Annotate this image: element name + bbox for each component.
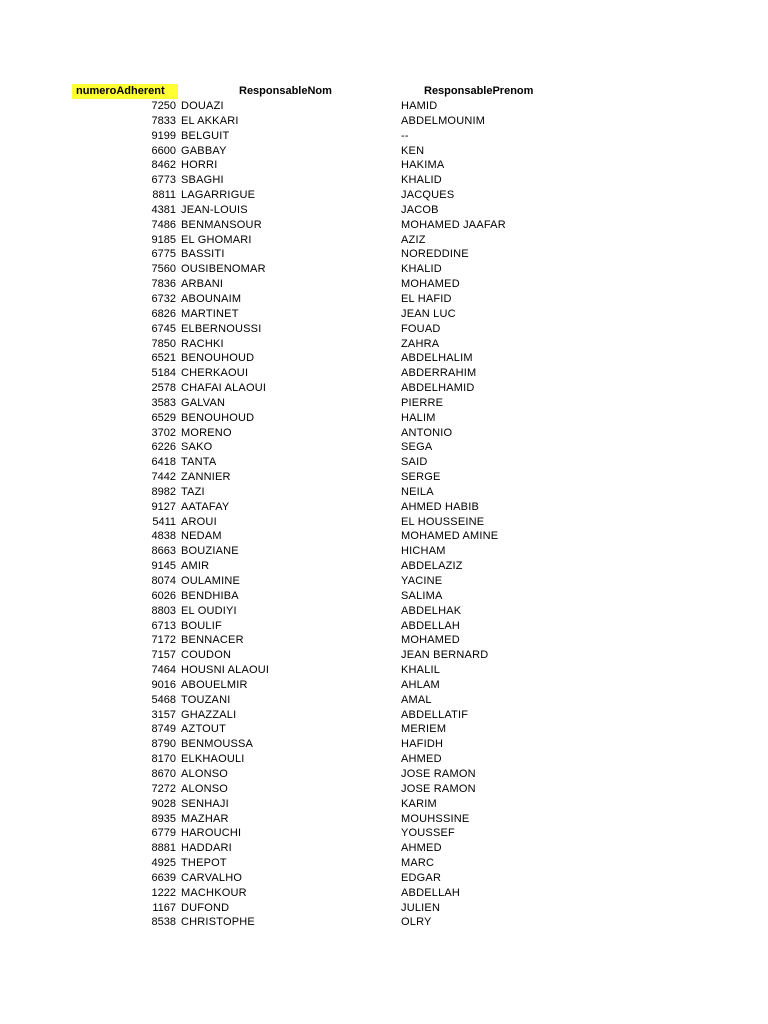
cell-responsable-nom: BENOUHOUD — [181, 411, 255, 424]
header-responsable-prenom: ResponsablePrenom — [424, 85, 534, 97]
table-row — [0, 129, 768, 144]
table-row — [0, 737, 768, 752]
cell-responsable-nom: CHERKAOUI — [181, 367, 249, 380]
cell-numero-adherent: 8982 — [151, 485, 176, 498]
cell-responsable-nom: OUSIBENOMAR — [181, 263, 266, 276]
table-row — [0, 767, 768, 782]
header-numero-adherent: numeroAdherent — [72, 84, 178, 99]
cell-responsable-prenom: MOHAMED — [401, 278, 460, 291]
cell-responsable-nom: TANTA — [181, 456, 217, 469]
cell-responsable-prenom: JEAN LUC — [401, 307, 456, 320]
cell-responsable-prenom: ZAHRA — [401, 337, 440, 350]
table-row — [0, 663, 768, 678]
cell-numero-adherent: 9185 — [151, 233, 176, 246]
table-row — [0, 500, 768, 515]
cell-responsable-prenom: SERGE — [401, 471, 441, 484]
table-row — [0, 604, 768, 619]
cell-numero-adherent: 8663 — [151, 545, 176, 558]
cell-responsable-prenom: FOUAD — [401, 322, 441, 335]
cell-numero-adherent: 8074 — [151, 575, 176, 587]
table-row — [0, 485, 768, 500]
cell-responsable-nom: AROUI — [181, 515, 217, 528]
table-row — [0, 841, 768, 856]
cell-numero-adherent: 7442 — [151, 471, 176, 484]
cell-responsable-nom: SAKO — [181, 441, 213, 454]
table-row — [0, 812, 768, 827]
cell-responsable-nom: CHAFAI ALAOUI — [181, 382, 267, 395]
table-row — [0, 188, 768, 203]
cell-numero-adherent: 9199 — [151, 129, 176, 142]
table-row — [0, 529, 768, 544]
cell-numero-adherent: 9127 — [151, 500, 176, 513]
data-table-body — [0, 99, 768, 930]
table-row — [0, 633, 768, 648]
cell-responsable-prenom: PIERRE — [401, 396, 444, 409]
cell-numero-adherent: 1167 — [152, 901, 176, 914]
cell-responsable-prenom: AHMED HABIB — [401, 500, 479, 513]
cell-numero-adherent: 4925 — [151, 857, 176, 870]
cell-numero-adherent: 8803 — [151, 604, 176, 617]
cell-numero-adherent: 6745 — [151, 322, 176, 335]
table-row — [0, 693, 768, 708]
cell-responsable-nom: BOULIF — [181, 619, 222, 632]
cell-responsable-nom: GABBAY — [181, 144, 227, 157]
table-row — [0, 678, 768, 693]
table-row — [0, 144, 768, 159]
cell-numero-adherent: 8790 — [151, 738, 176, 751]
cell-responsable-prenom: SALIMA — [401, 589, 443, 602]
cell-responsable-prenom: KHALIL — [401, 664, 441, 677]
table-row — [0, 708, 768, 723]
cell-responsable-prenom: MERIEM — [401, 723, 447, 736]
cell-responsable-nom: SENHAJI — [181, 797, 229, 810]
cell-responsable-prenom: ABDELMOUNIM — [401, 114, 486, 127]
cell-responsable-prenom: HAMID — [401, 100, 438, 112]
cell-responsable-prenom: YOUSSEF — [401, 827, 455, 840]
table-row — [0, 322, 768, 337]
table-row — [0, 440, 768, 455]
cell-responsable-nom: AMIR — [181, 560, 210, 573]
cell-responsable-nom: JEAN-LOUIS — [181, 203, 248, 216]
cell-numero-adherent: 7850 — [151, 337, 176, 350]
cell-responsable-nom: TAZI — [181, 485, 205, 498]
cell-responsable-nom: LAGARRIGUE — [181, 189, 256, 202]
cell-numero-adherent: 2578 — [151, 382, 176, 395]
cell-numero-adherent: 3157 — [151, 708, 176, 721]
cell-numero-adherent: 6779 — [151, 827, 176, 840]
cell-numero-adherent: 6418 — [151, 456, 176, 469]
table-row — [0, 886, 768, 901]
cell-responsable-nom: SBAGHI — [181, 174, 224, 187]
table-row — [0, 411, 768, 426]
header-responsable-nom: ResponsableNom — [239, 85, 332, 97]
cell-numero-adherent: 6826 — [151, 307, 176, 320]
cell-numero-adherent: 7157 — [151, 649, 176, 662]
table-row — [0, 722, 768, 737]
cell-responsable-prenom: AMAL — [401, 693, 432, 706]
cell-numero-adherent: 5411 — [152, 515, 176, 528]
cell-responsable-prenom: JACQUES — [401, 189, 455, 202]
cell-responsable-prenom: EL HAFID — [401, 292, 452, 305]
cell-responsable-nom: BOUZIANE — [181, 545, 239, 558]
cell-responsable-prenom: JEAN BERNARD — [401, 649, 489, 662]
cell-responsable-prenom: ABDERRAHIM — [401, 367, 477, 380]
cell-responsable-prenom: KEN — [401, 144, 425, 157]
cell-numero-adherent: 4381 — [151, 203, 176, 216]
cell-responsable-nom: MORENO — [181, 426, 232, 439]
cell-responsable-prenom: YACINE — [401, 575, 443, 587]
cell-numero-adherent: 8749 — [151, 723, 176, 736]
table-row — [0, 114, 768, 129]
cell-responsable-nom: MACHKOUR — [181, 886, 247, 899]
cell-responsable-prenom: KHALID — [401, 174, 442, 187]
cell-numero-adherent: 4838 — [151, 530, 176, 543]
cell-numero-adherent: 6226 — [151, 441, 176, 454]
cell-responsable-nom: EL OUDIYI — [181, 604, 237, 617]
table-row — [0, 277, 768, 292]
cell-responsable-prenom: -- — [401, 129, 409, 142]
cell-responsable-nom: GALVAN — [181, 396, 226, 409]
cell-numero-adherent: 1222 — [151, 886, 176, 899]
table-row — [0, 559, 768, 574]
cell-responsable-prenom: ABDELHAK — [401, 604, 462, 617]
cell-numero-adherent: 6026 — [151, 589, 176, 602]
cell-numero-adherent: 7272 — [151, 782, 176, 795]
table-row — [0, 589, 768, 604]
cell-responsable-nom: CHRISTOPHE — [181, 916, 255, 929]
table-row — [0, 158, 768, 173]
cell-responsable-nom: BELGUIT — [181, 129, 230, 142]
table-row — [0, 544, 768, 559]
cell-responsable-nom: HORRI — [181, 159, 218, 172]
cell-responsable-prenom: JULIEN — [401, 901, 441, 914]
cell-responsable-nom: MARTINET — [181, 307, 239, 320]
cell-numero-adherent: 5184 — [151, 367, 176, 380]
table-row — [0, 752, 768, 767]
cell-responsable-prenom: SEGA — [401, 441, 433, 454]
table-row — [0, 574, 768, 589]
cell-responsable-nom: DUFOND — [181, 901, 230, 914]
cell-responsable-prenom: MARC — [401, 857, 435, 870]
cell-responsable-nom: CARVALHO — [181, 871, 243, 884]
cell-responsable-prenom: ABDELLAH — [401, 886, 461, 899]
cell-numero-adherent: 6639 — [151, 871, 176, 884]
cell-responsable-nom: ELKHAOULI — [181, 753, 245, 766]
table-row — [0, 262, 768, 277]
cell-numero-adherent: 8170 — [151, 753, 176, 766]
cell-responsable-nom: AZTOUT — [181, 723, 226, 736]
cell-responsable-prenom: AZIZ — [401, 233, 426, 246]
table-row — [0, 871, 768, 886]
cell-numero-adherent: 8538 — [151, 916, 176, 929]
cell-responsable-nom: COUDON — [181, 649, 232, 662]
cell-responsable-prenom: KHALID — [401, 263, 442, 276]
cell-responsable-nom: ZANNIER — [181, 471, 231, 484]
cell-responsable-prenom: MOHAMED AMINE — [401, 530, 499, 543]
table-row — [0, 233, 768, 248]
cell-responsable-prenom: MOHAMED JAAFAR — [401, 218, 506, 231]
table-row — [0, 797, 768, 812]
cell-responsable-nom: ABOUNAIM — [181, 292, 242, 305]
cell-responsable-prenom: MOUHSSINE — [401, 812, 470, 825]
cell-numero-adherent: 6773 — [151, 174, 176, 187]
cell-responsable-nom: BENDHIBA — [181, 589, 239, 602]
cell-responsable-prenom: ABDELLATIF — [401, 708, 469, 721]
cell-numero-adherent: 9028 — [151, 797, 176, 810]
cell-responsable-prenom: EDGAR — [401, 871, 442, 884]
table-row — [0, 381, 768, 396]
cell-responsable-nom: ALONSO — [181, 782, 229, 795]
cell-responsable-prenom: JOSE RAMON — [401, 767, 476, 780]
cell-responsable-nom: NEDAM — [181, 530, 222, 543]
cell-numero-adherent: 6713 — [151, 619, 176, 632]
cell-numero-adherent: 8935 — [151, 812, 176, 825]
cell-responsable-prenom: NOREDDINE — [401, 248, 469, 261]
cell-responsable-prenom: AHMED — [401, 753, 442, 766]
table-row — [0, 366, 768, 381]
cell-numero-adherent: 7836 — [151, 278, 176, 291]
cell-responsable-nom: OULAMINE — [181, 575, 241, 587]
cell-responsable-prenom: HAFIDH — [401, 738, 444, 751]
cell-responsable-prenom: ABDELAZIZ — [401, 560, 463, 573]
cell-responsable-nom: BENMANSOUR — [181, 218, 262, 231]
cell-responsable-nom: DOUAZI — [181, 100, 224, 112]
table-row — [0, 470, 768, 485]
cell-numero-adherent: 8811 — [152, 189, 176, 202]
cell-responsable-prenom: ANTONIO — [401, 426, 453, 439]
table-row — [0, 337, 768, 352]
table-row — [0, 247, 768, 262]
cell-numero-adherent: 7833 — [151, 114, 176, 127]
cell-responsable-nom: TOUZANI — [181, 693, 231, 706]
table-row — [0, 203, 768, 218]
cell-responsable-nom: EL GHOMARI — [181, 233, 252, 246]
cell-responsable-prenom: JACOB — [401, 203, 439, 216]
table-row — [0, 901, 768, 916]
cell-responsable-prenom: JOSE RAMON — [401, 782, 476, 795]
cell-responsable-prenom: SAID — [401, 456, 428, 469]
table-row — [0, 782, 768, 797]
cell-responsable-prenom: OLRY — [401, 916, 432, 929]
cell-responsable-nom: THEPOT — [181, 857, 227, 870]
cell-responsable-nom: ALONSO — [181, 767, 229, 780]
cell-numero-adherent: 6732 — [151, 292, 176, 305]
cell-responsable-nom: BENNACER — [181, 634, 244, 647]
table-row — [0, 173, 768, 188]
cell-responsable-nom: HADDARI — [181, 842, 232, 855]
cell-numero-adherent: 3583 — [151, 396, 176, 409]
cell-responsable-prenom: ABDELHALIM — [401, 352, 473, 365]
cell-responsable-nom: ELBERNOUSSI — [181, 322, 262, 335]
cell-numero-adherent: 7560 — [151, 263, 176, 276]
cell-responsable-prenom: HAKIMA — [401, 159, 445, 172]
cell-numero-adherent: 6521 — [151, 352, 176, 365]
table-row — [0, 826, 768, 841]
cell-responsable-prenom: AHLAM — [401, 678, 440, 691]
cell-numero-adherent: 6529 — [151, 411, 176, 424]
table-row — [0, 856, 768, 871]
cell-numero-adherent: 9145 — [151, 560, 176, 573]
cell-numero-adherent: 7464 — [151, 664, 176, 677]
table-row — [0, 915, 768, 930]
cell-numero-adherent: 7172 — [151, 634, 176, 647]
cell-numero-adherent: 7486 — [151, 218, 176, 231]
table-row — [0, 218, 768, 233]
table-row — [0, 455, 768, 470]
cell-numero-adherent: 6775 — [151, 248, 176, 261]
table-row — [0, 619, 768, 634]
cell-responsable-nom: AATAFAY — [181, 500, 230, 513]
table-row — [0, 292, 768, 307]
table-row — [0, 99, 768, 114]
cell-numero-adherent: 8670 — [151, 767, 176, 780]
cell-responsable-nom: GHAZZALI — [181, 708, 237, 721]
cell-responsable-prenom: ABDELLAH — [401, 619, 461, 632]
cell-responsable-nom: HOUSNI ALAOUI — [181, 664, 270, 677]
cell-numero-adherent: 8462 — [151, 159, 176, 172]
cell-responsable-nom: BENOUHOUD — [181, 352, 255, 365]
cell-responsable-nom: MAZHAR — [181, 812, 229, 825]
table-row — [0, 515, 768, 530]
cell-numero-adherent: 3702 — [151, 426, 176, 439]
cell-responsable-prenom: KARIM — [401, 797, 437, 810]
cell-responsable-nom: ARBANI — [181, 278, 224, 291]
cell-numero-adherent: 8881 — [151, 842, 176, 855]
cell-numero-adherent: 9016 — [151, 678, 176, 691]
cell-responsable-nom: EL AKKARI — [181, 114, 239, 127]
cell-responsable-prenom: NEILA — [401, 485, 434, 498]
cell-responsable-prenom: EL HOUSSEINE — [401, 515, 485, 528]
cell-responsable-prenom: ABDELHAMID — [401, 382, 475, 395]
cell-responsable-prenom: HICHAM — [401, 545, 446, 558]
cell-numero-adherent: 7250 — [151, 100, 176, 112]
table-row — [0, 426, 768, 441]
cell-responsable-nom: HAROUCHI — [181, 827, 242, 840]
cell-responsable-prenom: MOHAMED — [401, 634, 460, 647]
table-row — [0, 396, 768, 411]
cell-responsable-prenom: HALIM — [401, 411, 436, 424]
cell-responsable-nom: BENMOUSSA — [181, 738, 254, 751]
cell-responsable-nom: ABOUELMIR — [181, 678, 248, 691]
cell-responsable-nom: RACHKI — [181, 337, 224, 350]
table-row — [0, 648, 768, 663]
table-row — [0, 351, 768, 366]
cell-responsable-prenom: AHMED — [401, 842, 442, 855]
cell-responsable-nom: BASSITI — [181, 248, 225, 261]
table-row — [0, 307, 768, 322]
cell-numero-adherent: 5468 — [151, 693, 176, 706]
cell-numero-adherent: 6600 — [151, 144, 176, 157]
